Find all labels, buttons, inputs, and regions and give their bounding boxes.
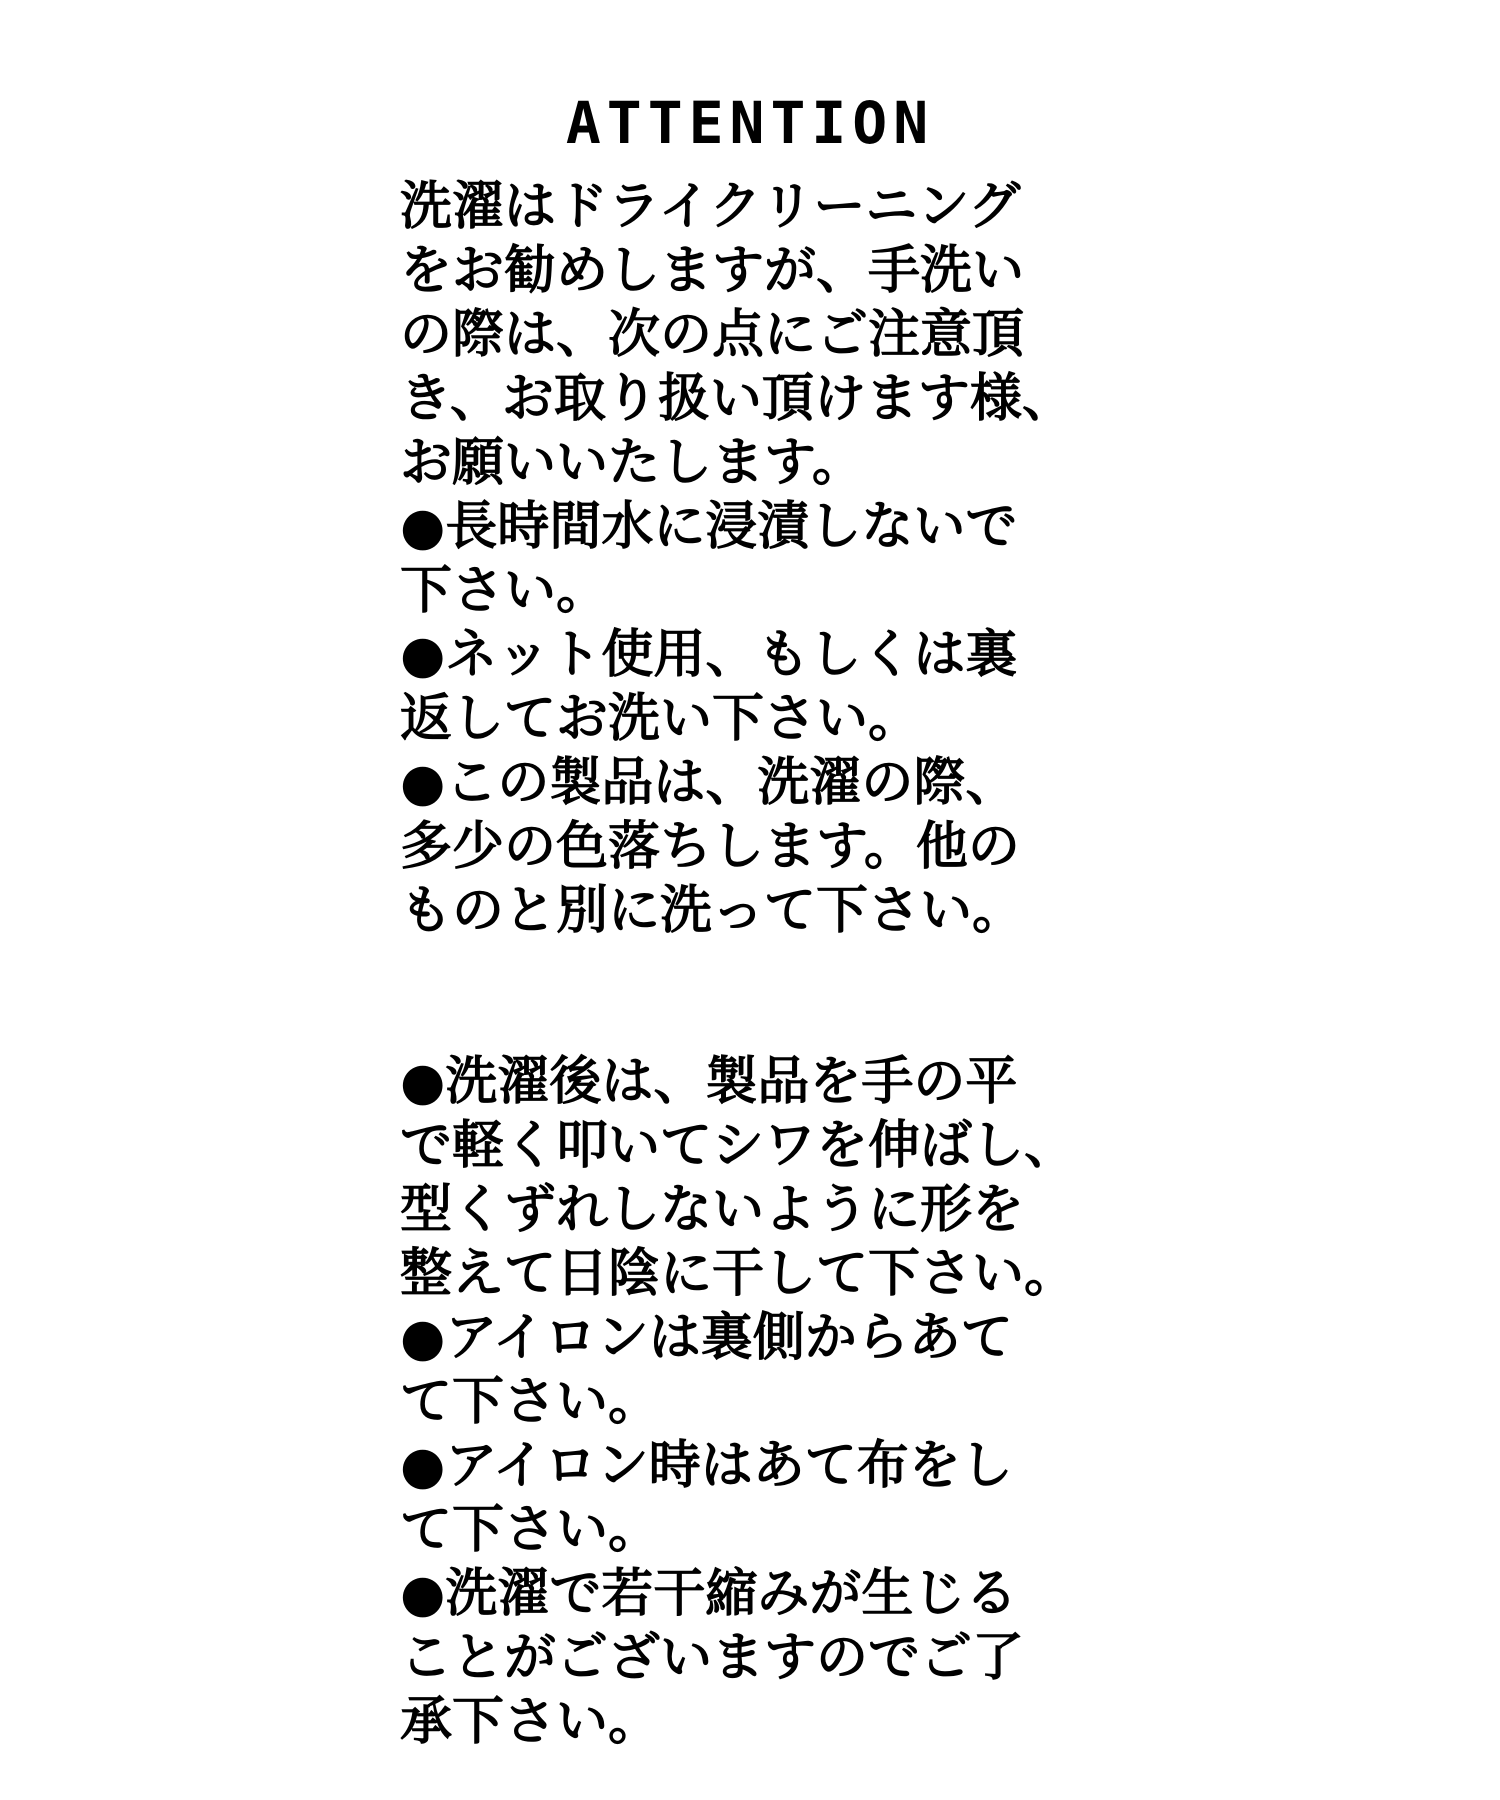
- text-line: 承下さい。: [400, 1692, 661, 1752]
- text-line: 多少の色落ちします。他の: [400, 817, 1020, 877]
- text-line: ●アイロン時はあて布をし: [400, 1436, 1013, 1496]
- text-line: 整えて日陰に干して下さい。: [400, 1244, 1077, 1304]
- care-instructions-section-1: [400, 175, 1140, 943]
- text-line: 洗濯はドライクリーニング: [400, 177, 1021, 237]
- text-line: お願いいたします。: [400, 433, 864, 493]
- text-line: ●洗濯で若干縮みが生じる: [400, 1564, 1018, 1624]
- text-line: 下さい。: [400, 561, 609, 621]
- text-line: の際は、次の点にご注意頂: [400, 305, 1025, 365]
- text-line: をお勧めしますが、手洗い: [400, 241, 1025, 301]
- text-line: ●ネット使用、もしくは裏: [400, 625, 1018, 685]
- text-line: で軽く叩いてシワを伸ばし、: [400, 1116, 1077, 1176]
- text-line: て下さい。: [400, 1500, 661, 1560]
- text-line: ●洗濯後は、製品を手の平: [400, 1052, 1018, 1112]
- care-instructions-section-2: [400, 1050, 1140, 1754]
- text-line: ものと別に洗って下さい。: [400, 881, 1025, 941]
- text-line: ●アイロンは裏側からあて: [400, 1308, 1013, 1368]
- attention-title: ATTENTION: [565, 89, 935, 157]
- text-line: ことがございますのでご了: [400, 1628, 1025, 1688]
- text-line: 型くずれしないように形を: [400, 1180, 1025, 1240]
- text-line: ●この製品は、洗濯の際、: [400, 753, 1018, 813]
- text-line: ●長時間水に浸漬しないで: [400, 497, 1018, 557]
- text-line: 返してお洗い下さい。: [400, 689, 921, 749]
- text-line: き、お取り扱い頂けます様、: [400, 369, 1074, 429]
- text-line: て下さい。: [400, 1372, 661, 1432]
